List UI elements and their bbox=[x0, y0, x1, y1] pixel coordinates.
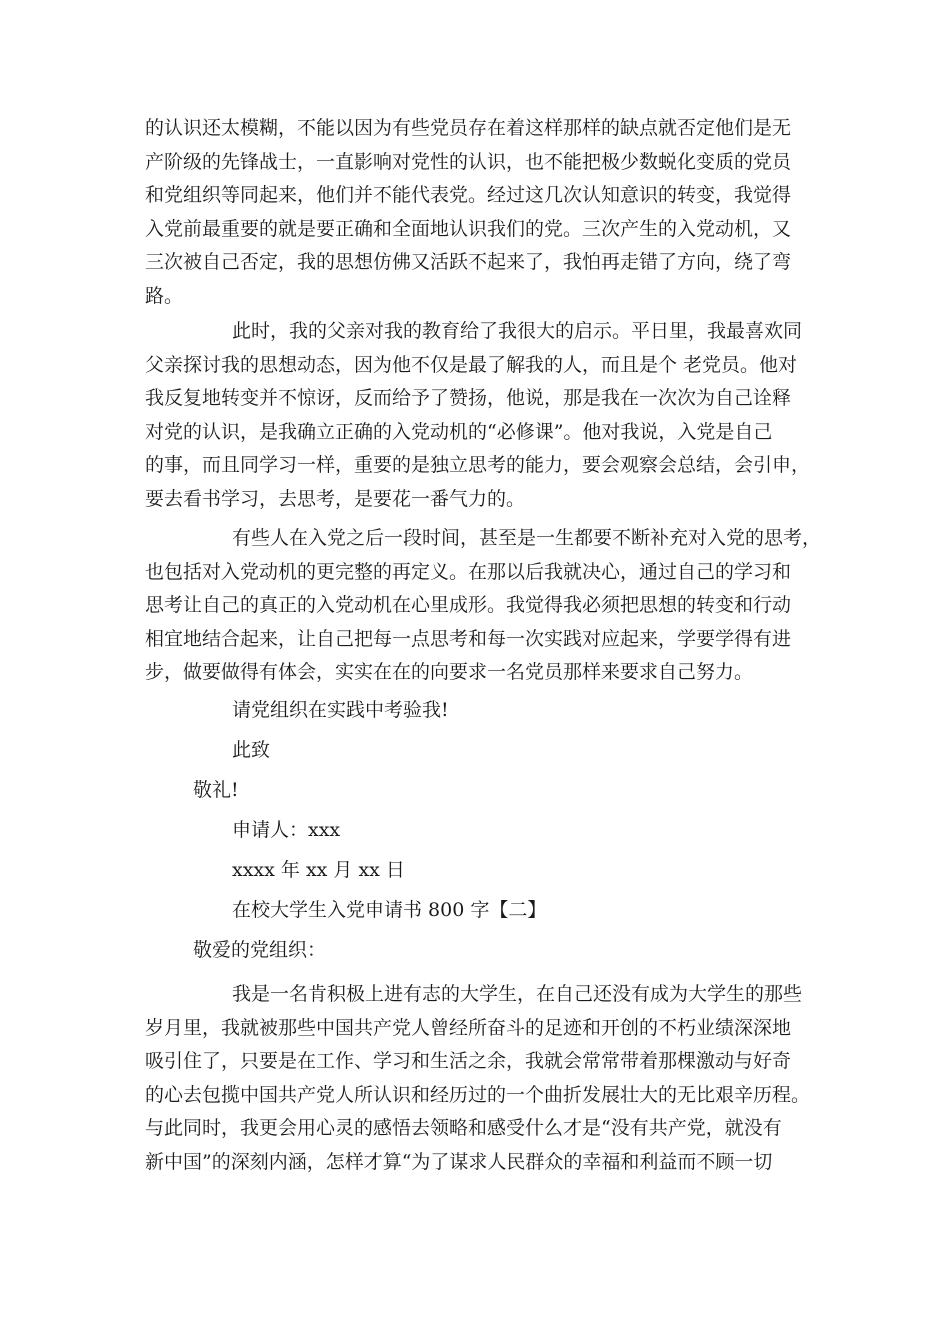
applicant-signature: 申请人：xxx bbox=[232, 819, 341, 841]
text-line: 吸引住了，只要是在工作、学习和生活之余，我就会常常带着那棵激动与好奇 bbox=[145, 1050, 792, 1072]
salutation: 敬爱的党组织： bbox=[193, 939, 327, 961]
paragraph-3 bbox=[145, 522, 825, 690]
text-line: 与此同时，我更会用心灵的感悟去领略和感受什么才是“没有共产党，就没有 bbox=[145, 1117, 782, 1139]
text-line: 对党的认识，是我确立正确的入党动机的“必修课”。他对我说，入党是自己 bbox=[145, 420, 773, 443]
text-line: 此时，我的父亲对我的教育给了我很大的启示。平日里，我最喜欢同 bbox=[232, 320, 803, 342]
closing-cizhi: 此致 bbox=[232, 739, 271, 761]
closing-request: 请党组织在实践中考验我! bbox=[232, 699, 449, 721]
text-line: 有些人在入党之后一段时间，甚至是一生都要不断补充对入党的思考， bbox=[232, 527, 822, 549]
paragraph-2 bbox=[145, 315, 825, 516]
text-line: 父亲探讨我的思想动态，因为他不仅是最了解我的人，而且是个 老党员。他对 bbox=[145, 353, 798, 376]
text-line: 岁月里，我就被那些中国共产党人曾经所奋斗的足迹和开创的不朽业绩深深地 bbox=[145, 1016, 792, 1039]
date-line: xxxx 年 xx 月 xx 日 bbox=[232, 859, 405, 881]
text-line: 产阶级的先锋战士，一直影响对党性的认识，也不能把极少数蜕化变质的党员 bbox=[145, 150, 792, 173]
text-line: 新中国”的深刻内涵，怎样才算“为了谋求人民群众的幸福和利益而不顾一切 bbox=[145, 1150, 773, 1173]
paragraph-1 bbox=[145, 112, 825, 313]
section-title: 在校大学生入党申请书 800 字【二】 bbox=[232, 899, 547, 921]
text-line: 思考让自己的真正的入党动机在心里成形。我觉得我必须把思想的转变和行动 bbox=[145, 594, 792, 616]
text-line: 的心去包揽中国共产党人所认识和经历过的一个曲折发展壮大的无比艰辛历程。 bbox=[145, 1083, 811, 1106]
text-line: 也包括对入党动机的更完整的再定义。在那以后我就决心，通过自己的学习和 bbox=[145, 560, 792, 583]
text-line: 入党前最重要的就是要正确和全面地认识我们的党。三次产生的入党动机，又 bbox=[145, 217, 792, 240]
text-line: 要去看书学习，去思考，是要花一番气力的。 bbox=[145, 487, 526, 510]
text-line: 我是一名肯积极上进有志的大学生，在自己还没有成为大学生的那些 bbox=[232, 983, 803, 1005]
paragraph-4 bbox=[145, 978, 825, 1179]
text-line: 三次被自己否定，我的思想仿佛又活跃不起来了，我怕再走错了方向，绕了弯 bbox=[145, 251, 792, 273]
text-line: 和党组织等同起来，他们并不能代表党。经过这几次认知意识的转变，我觉得 bbox=[145, 184, 792, 206]
text-line: 路。 bbox=[145, 284, 184, 307]
text-line: 相宜地结合起来，让自己把每一点思考和每一次实践对应起来，学要学得有进 bbox=[145, 627, 792, 650]
text-line: 我反复地转变并不惊讶，反而给予了赞扬，他说，那是我在一次次为自己诠释 bbox=[145, 387, 792, 409]
text-line: 的事，而且同学习一样，重要的是独立思考的能力，要会观察会总结，会引申， bbox=[145, 454, 811, 476]
closing-jingli: 敬礼! bbox=[193, 779, 239, 801]
text-line: 步，做要做得有体会，实实在在的向要求一名党员那样来要求自己努力。 bbox=[145, 661, 754, 683]
text-line: 的认识还太模糊，不能以因为有些党员存在着这样那样的缺点就否定他们是无 bbox=[145, 117, 792, 139]
